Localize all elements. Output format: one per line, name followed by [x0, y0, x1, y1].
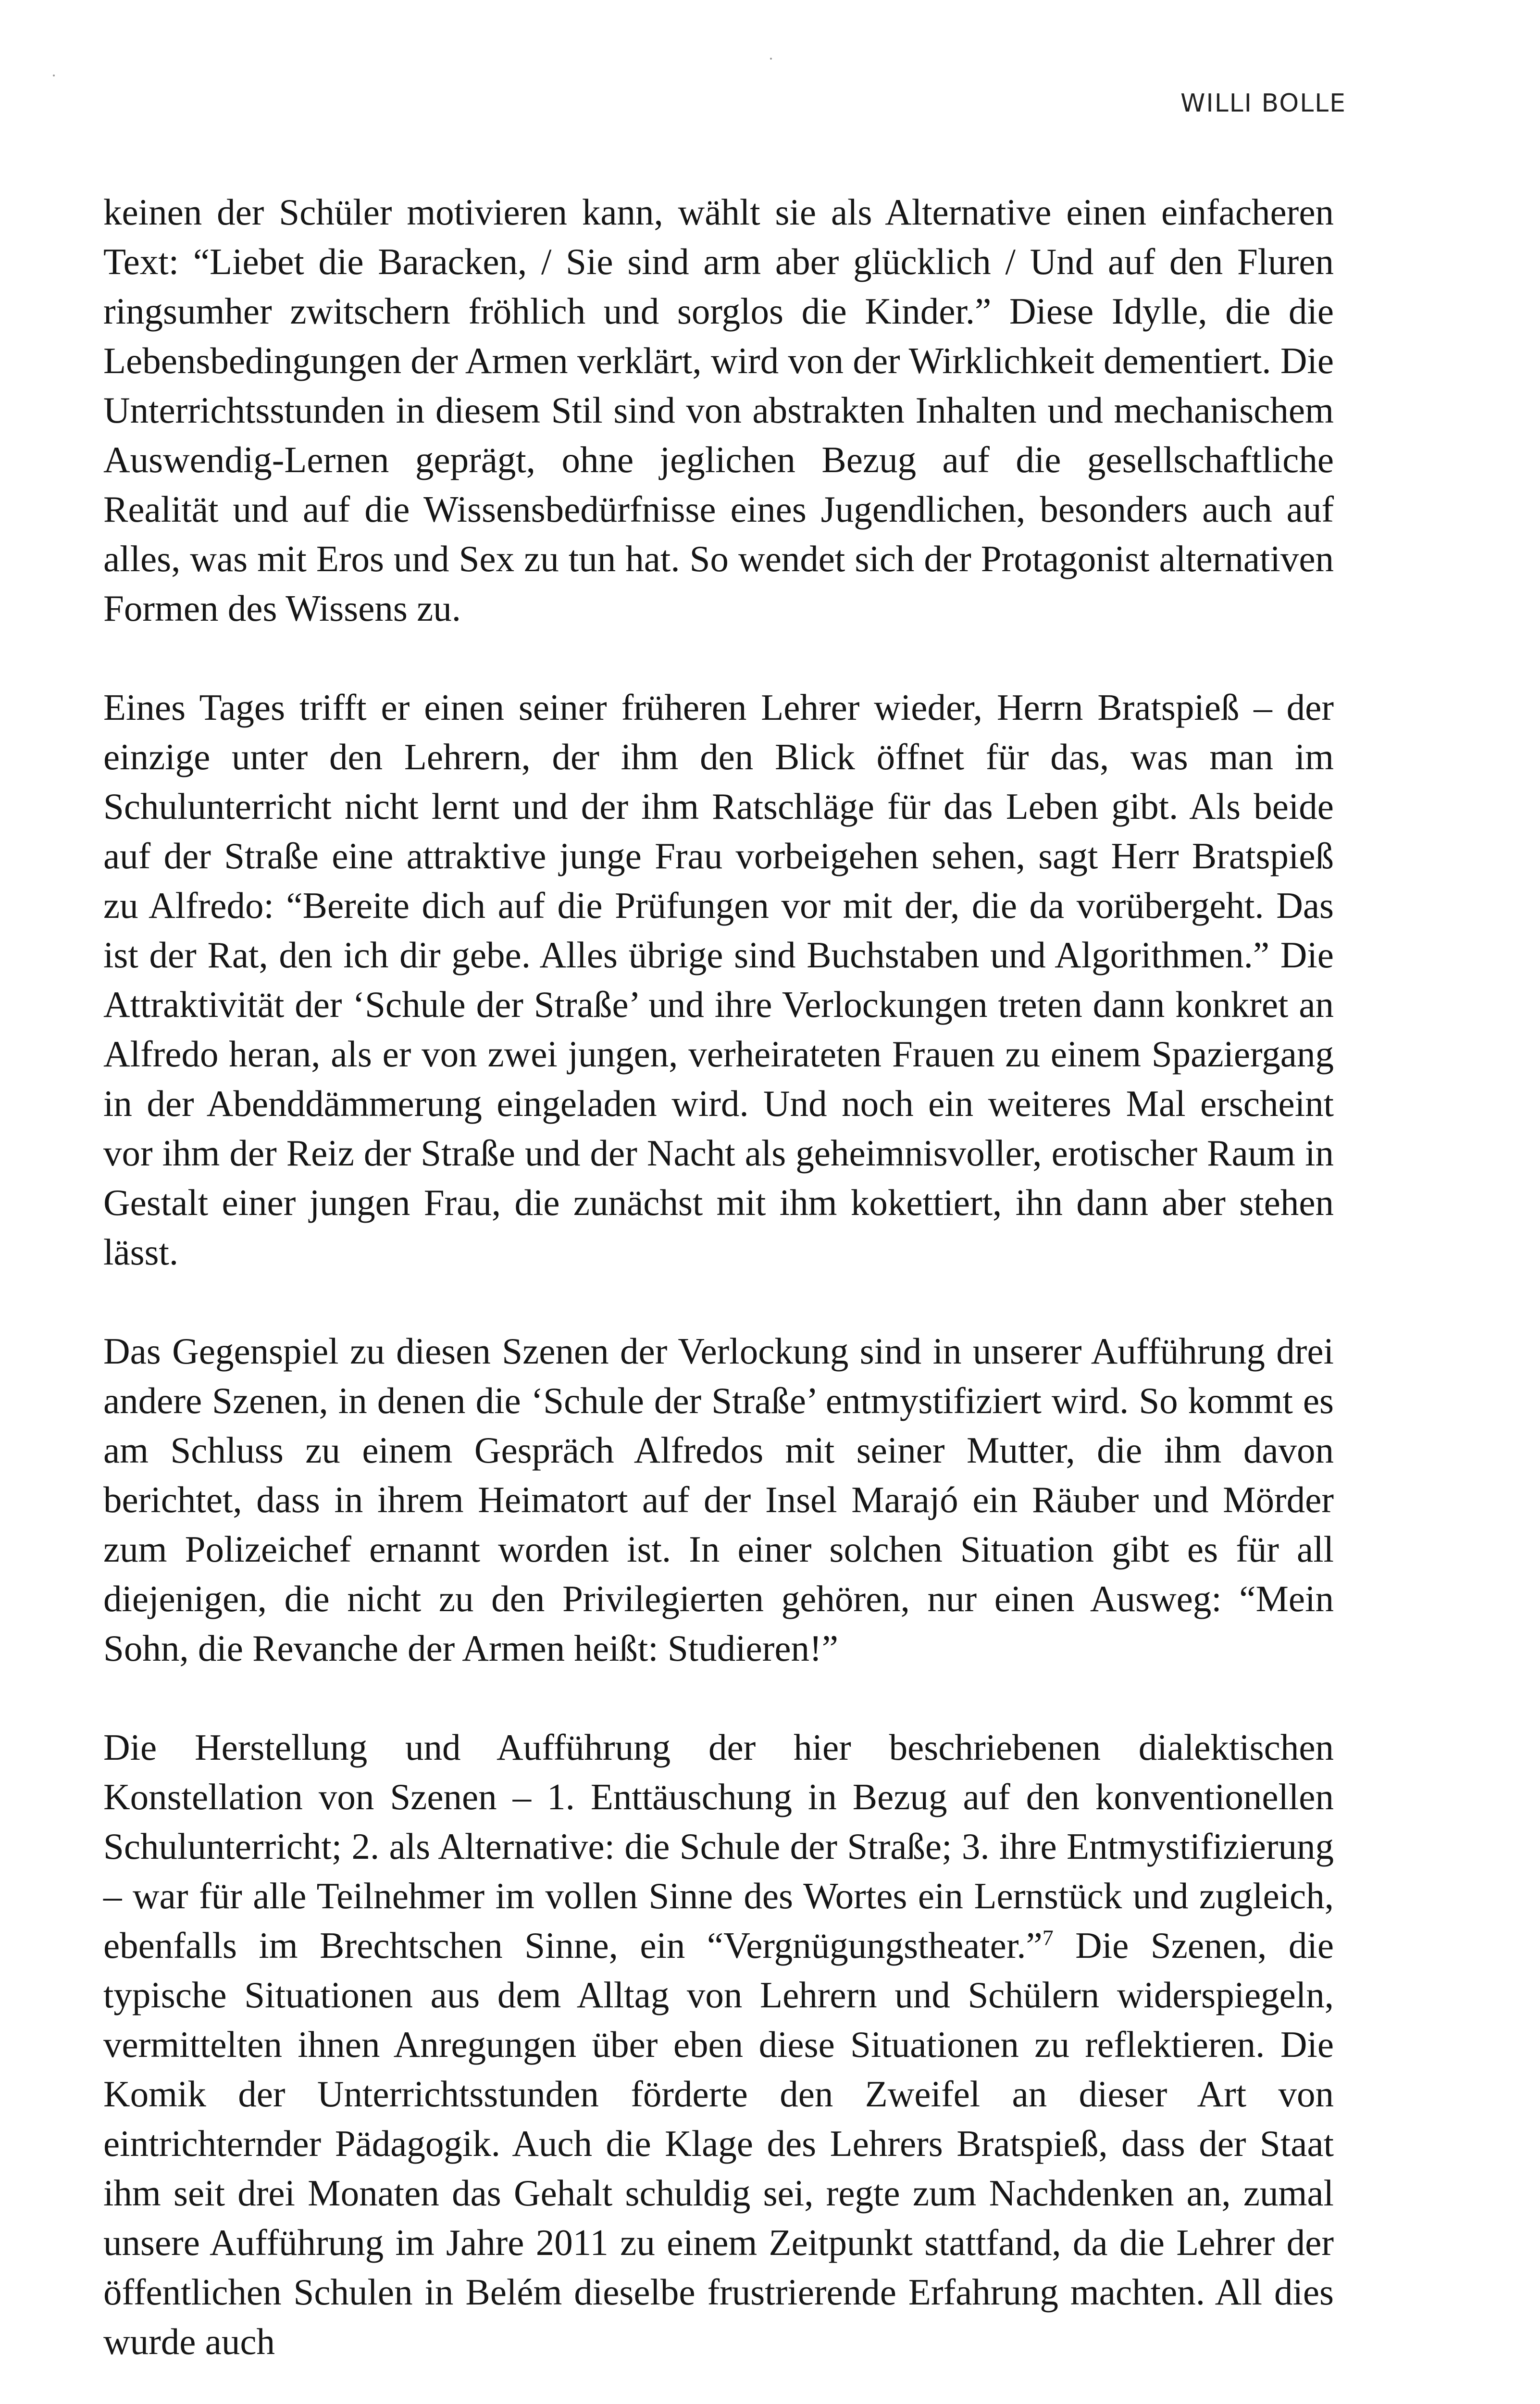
running-head: WILLI BOLLE — [1180, 89, 1346, 118]
footnote-reference: 7 — [1042, 1925, 1054, 1950]
paragraph-1: keinen der Schüler motivieren kann, wählt sie als Alternative einen einfacheren Text: “Liebet die Baracken, / Sie sind arm aber glücklich / Und auf den Fluren ringsumher zwitschern fröhlich und sorglos die Kinder.” Diese Idylle, die die Lebensbedingungen der Armen verklärt, wird von der Wirklichkeit dementiert. Die Unterrichtsstunden in diesem Stil sind von abstrakten Inhalten und mechanischem Auswendig-Lernen geprägt, ohne jeglichen Bezug auf die gesellschaftliche Realität und auf die Wissensbedürfnisse eines Jugendlichen, besonders auch auf alles, was mit Eros und Sex zu tun hat. So wendet sich der Protagonist alternativen Formen des Wissens zu. — [103, 191, 1334, 629]
scan-speck — [770, 58, 772, 60]
scan-speck — [53, 75, 55, 76]
body-text — [103, 188, 1334, 2366]
paragraph-4-text-after: Die Szenen, die typische Situationen aus dem Alltag von Lehrern und Schülern widerspiegeln, vermittelten ihnen Anregungen über eben diese Situationen zu reflektieren. Die Komik der Unterrichtsstunden förderte den Zweifel an dieser Art von eintrichternder Pädagogik. Auch die Klage des Lehrers Bratspieß, dass der Staat ihm seit drei Monaten das Gehalt schuldig sei, regte zum Nachdenken an, zumal unsere Aufführung im Jahre 2011 zu einem Zeitpunkt stattfand, da die Lehrer der öffentlichen Schulen in Belém dieselbe frustrierende Erfahrung machten. All dies wurde auch — [103, 1925, 1334, 2362]
paragraph-2: Eines Tages trifft er einen seiner früheren Lehrer wieder, Herrn Bratspieß – der einzige unter den Lehrern, der ihm den Blick öffnet für das, was man im Schulunterricht nicht lernt und der ihm Ratschläge für das Leben gibt. Als beide auf der Straße eine attraktive junge Frau vorbeigehen sehen, sagt Herr Bratspieß zu Alfredo: “Bereite dich auf die Prüfungen vor mit der, die da vorübergeht. Das ist der Rat, den ich dir gebe. Alles übrige sind Buchstaben und Algorithmen.” Die Attraktivität der ‘Schule der Straße’ und ihre Verlockungen treten dann konkret an Alfredo heran, als er von zwei jungen, verheirateten Frauen zu einem Spaziergang in der Abenddämmerung eingeladen wird. Und noch ein weiteres Mal erscheint vor ihm der Reiz der Straße und der Nacht als geheimnisvoller, erotischer Raum in Gestalt einer jungen Frau, die zunächst mit ihm kokettiert, ihn dann aber stehen lässt. — [103, 687, 1334, 1273]
paragraph-3: Das Gegenspiel zu diesen Szenen der Verlockung sind in unserer Aufführung drei andere Szenen, in denen die ‘Schule der Straße’ entmystifiziert wird. So kommt es am Schluss zu einem Gespräch Alfredos mit seiner Mutter, die ihm davon berichtet, dass in ihrem Heimatort auf der Insel Marajó ein Räuber und Mörder zum Polizeichef ernannt worden ist. In einer solchen Situation gibt es für all diejenigen, die nicht zu den Privilegierten gehören, nur einen Ausweg: “Mein Sohn, die Revanche der Armen heißt: Studieren!” — [103, 1330, 1334, 1669]
paragraph-4-text-before: Die Herstellung und Aufführung der hier beschriebenen dialektischen Konstellation von Szenen – 1. Enttäuschung in Bezug auf den konventionellen Schulunterricht; 2. als Alternative: die Schule der Straße; 3. ihre Entmystifizierung – war für alle Teilnehmer im vollen Sinne des Wortes ein Lernstück und zugleich, ebenfalls im Brechtschen Sinne, ein “Vergnügungstheater.” — [103, 1727, 1334, 1966]
paragraph-4 — [103, 1723, 1334, 2366]
